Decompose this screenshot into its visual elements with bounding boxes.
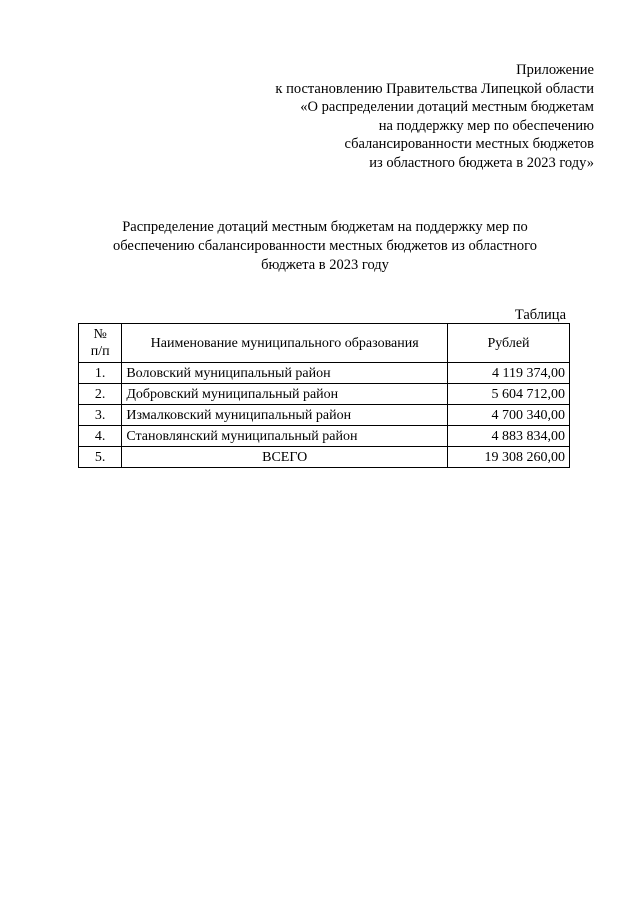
title-line: бюджета в 2023 году bbox=[261, 257, 389, 273]
table-row bbox=[79, 405, 570, 426]
table-row bbox=[79, 426, 570, 447]
appendix-line: из областного бюджета в 2023 году» bbox=[369, 154, 594, 171]
header-name: Наименование муниципального образования bbox=[122, 324, 448, 363]
row-sum: 4 700 340,00 bbox=[447, 405, 569, 426]
row-name: Добровский муниципальный район bbox=[122, 384, 448, 405]
row-num: 1. bbox=[79, 363, 122, 384]
table-row bbox=[79, 384, 570, 405]
title-line: Распределение дотаций местным бюджетам на поддержку мер по bbox=[122, 219, 528, 235]
appendix-line: сбалансированности местных бюджетов bbox=[344, 136, 594, 152]
table-row bbox=[79, 363, 570, 384]
row-num: 2. bbox=[79, 384, 122, 405]
header-sum: Рублей bbox=[447, 324, 569, 363]
document-title bbox=[80, 218, 570, 275]
total-sum: 19 308 260,00 bbox=[447, 447, 569, 468]
appendix-line: на поддержку мер по обеспечению bbox=[378, 117, 594, 134]
row-name: Измалковский муниципальный район bbox=[122, 405, 448, 426]
header-num-abbr: п/п bbox=[90, 344, 110, 359]
appendix-line: к постановлению Правительства Липецкой области bbox=[275, 80, 594, 97]
row-num: 4. bbox=[79, 426, 122, 447]
row-sum: 4 119 374,00 bbox=[447, 363, 569, 384]
table-total-row bbox=[79, 447, 570, 468]
total-num: 5. bbox=[79, 447, 122, 468]
distribution-table bbox=[78, 323, 570, 468]
header-num bbox=[79, 324, 122, 363]
row-name: Воловский муниципальный район bbox=[122, 363, 448, 384]
row-name: Становлянский муниципальный район bbox=[122, 426, 448, 447]
total-label: ВСЕГО bbox=[122, 447, 448, 468]
table-caption: Таблица bbox=[514, 307, 566, 323]
row-sum: 5 604 712,00 bbox=[447, 384, 569, 405]
appendix-block bbox=[275, 61, 594, 172]
appendix-line: Приложение bbox=[516, 62, 594, 78]
row-sum: 4 883 834,00 bbox=[447, 426, 569, 447]
title-line: обеспечению сбалансированности местных бюджетов из областного bbox=[112, 238, 538, 254]
header-num-symbol: № bbox=[93, 327, 107, 342]
appendix-line: «О распределении дотаций местным бюджетам bbox=[300, 99, 594, 115]
row-num: 3. bbox=[79, 405, 122, 426]
table-header-row bbox=[79, 324, 570, 363]
